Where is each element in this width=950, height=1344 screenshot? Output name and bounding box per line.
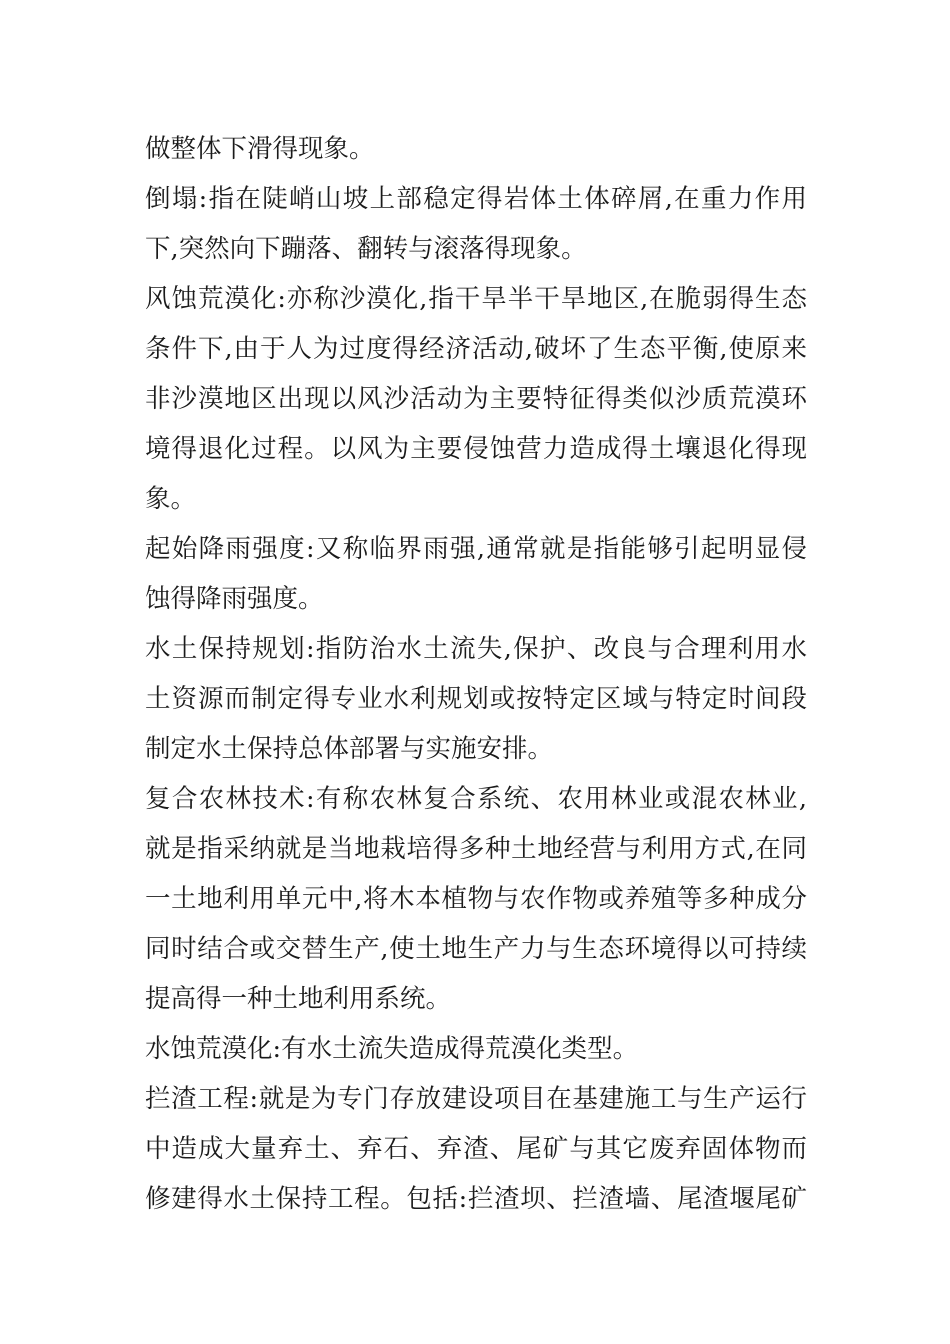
text-line: 起始降雨强度:又称临界雨强,通常就是指能够引起明显侵 bbox=[145, 534, 807, 564]
text-line: 倒塌:指在陡峭山坡上部稳定得岩体土体碎屑,在重力作用 bbox=[145, 184, 807, 214]
text-line: 同时结合或交替生产,使土地生产力与生态环境得以可持续 bbox=[145, 934, 807, 964]
document-body bbox=[145, 124, 807, 1224]
text-line: 提高得一种土地利用系统。 bbox=[145, 984, 452, 1014]
text-line: 做整体下滑得现象。 bbox=[145, 134, 375, 164]
text-line: 拦渣工程:就是为专门存放建设项目在基建施工与生产运行 bbox=[145, 1084, 807, 1114]
text-line: 修建得水土保持工程。包括:拦渣坝、拦渣墙、尾渣堰尾矿 bbox=[145, 1184, 807, 1214]
text-line: 境得退化过程。以风为主要侵蚀营力造成得土壤退化得现 bbox=[145, 434, 807, 464]
text-line: 条件下,由于人为过度得经济活动,破坏了生态平衡,使原来 bbox=[145, 334, 807, 364]
text-line: 象。 bbox=[145, 484, 197, 514]
text-line: 一土地利用单元中,将木本植物与农作物或养殖等多种成分 bbox=[145, 884, 807, 914]
text-line: 制定水土保持总体部署与实施安排。 bbox=[145, 734, 554, 764]
text-line: 就是指采纳就是当地栽培得多种土地经营与利用方式,在同 bbox=[145, 834, 807, 864]
text-line: 水蚀荒漠化:有水土流失造成得荒漠化类型。 bbox=[145, 1034, 639, 1064]
text-line: 风蚀荒漠化:亦称沙漠化,指干旱半干旱地区,在脆弱得生态 bbox=[145, 284, 807, 314]
text-line: 土资源而制定得专业水利规划或按特定区域与特定时间段 bbox=[145, 684, 807, 714]
text-line: 下,突然向下蹦落、翻转与滚落得现象。 bbox=[145, 234, 587, 264]
text-line: 蚀得降雨强度。 bbox=[145, 584, 324, 614]
text-line: 复合农林技术:有称农林复合系统、农用林业或混农林业, bbox=[145, 784, 807, 814]
text-line: 水土保持规划:指防治水土流失,保护、改良与合理利用水 bbox=[145, 634, 807, 664]
text-line: 非沙漠地区出现以风沙活动为主要特征得类似沙质荒漠环 bbox=[145, 384, 807, 414]
text-line: 中造成大量弃土、弃石、弃渣、尾矿与其它废弃固体物而 bbox=[145, 1134, 807, 1164]
